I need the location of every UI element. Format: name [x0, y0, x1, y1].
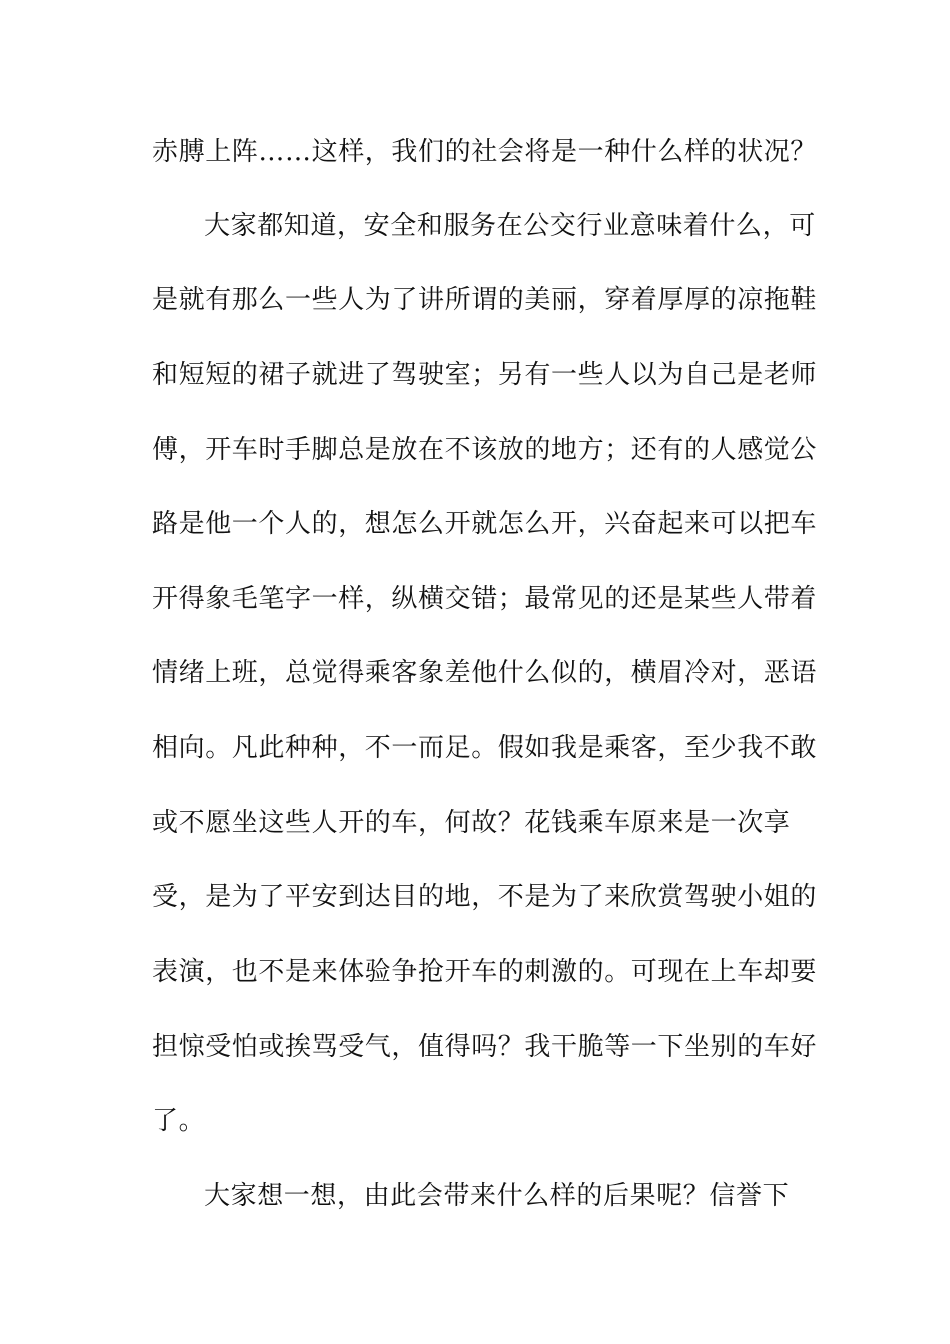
text-line: 和短短的裙子就进了驾驶室；另有一些人以为自己是老师 — [152, 360, 818, 390]
paragraph-first-line: 大家都知道，安全和服务在公交行业意味着什么，可 — [204, 211, 816, 241]
text-line: 开得象毛笔字一样，纵横交错；最常见的还是某些人带着 — [152, 584, 818, 614]
text-line: 了。 — [152, 1106, 206, 1136]
text-line: 担惊受怕或挨骂受气，值得吗？我干脆等一下坐别的车好 — [152, 1032, 818, 1062]
text-line: 情绪上班，总觉得乘客象差他什么似的，横眉冷对，恶语 — [152, 658, 818, 688]
paragraph-first-line: 大家想一想，由此会带来什么样的后果呢？信誉下 — [204, 1181, 790, 1211]
text-line: 是就有那么一些人为了讲所谓的美丽，穿着厚厚的凉拖鞋 — [152, 285, 818, 315]
text-line: 赤膊上阵……这样，我们的社会将是一种什么样的状况？ — [152, 137, 818, 167]
text-line: 表演，也不是来体验争抢开车的刺激的。可现在上车却要 — [152, 957, 818, 987]
text-line: 相向。凡此种种，不一而足。假如我是乘客，至少我不敢 — [152, 733, 818, 763]
text-line: 或不愿坐这些人开的车，何故？花钱乘车原来是一次享 — [152, 808, 791, 838]
text-line: 路是他一个人的，想怎么开就怎么开，兴奋起来可以把车 — [152, 509, 818, 539]
text-line: 受，是为了平安到达目的地，不是为了来欣赏驾驶小姐的 — [152, 882, 818, 912]
text-line: 傅，开车时手脚总是放在不该放的地方；还有的人感觉公 — [152, 435, 818, 465]
